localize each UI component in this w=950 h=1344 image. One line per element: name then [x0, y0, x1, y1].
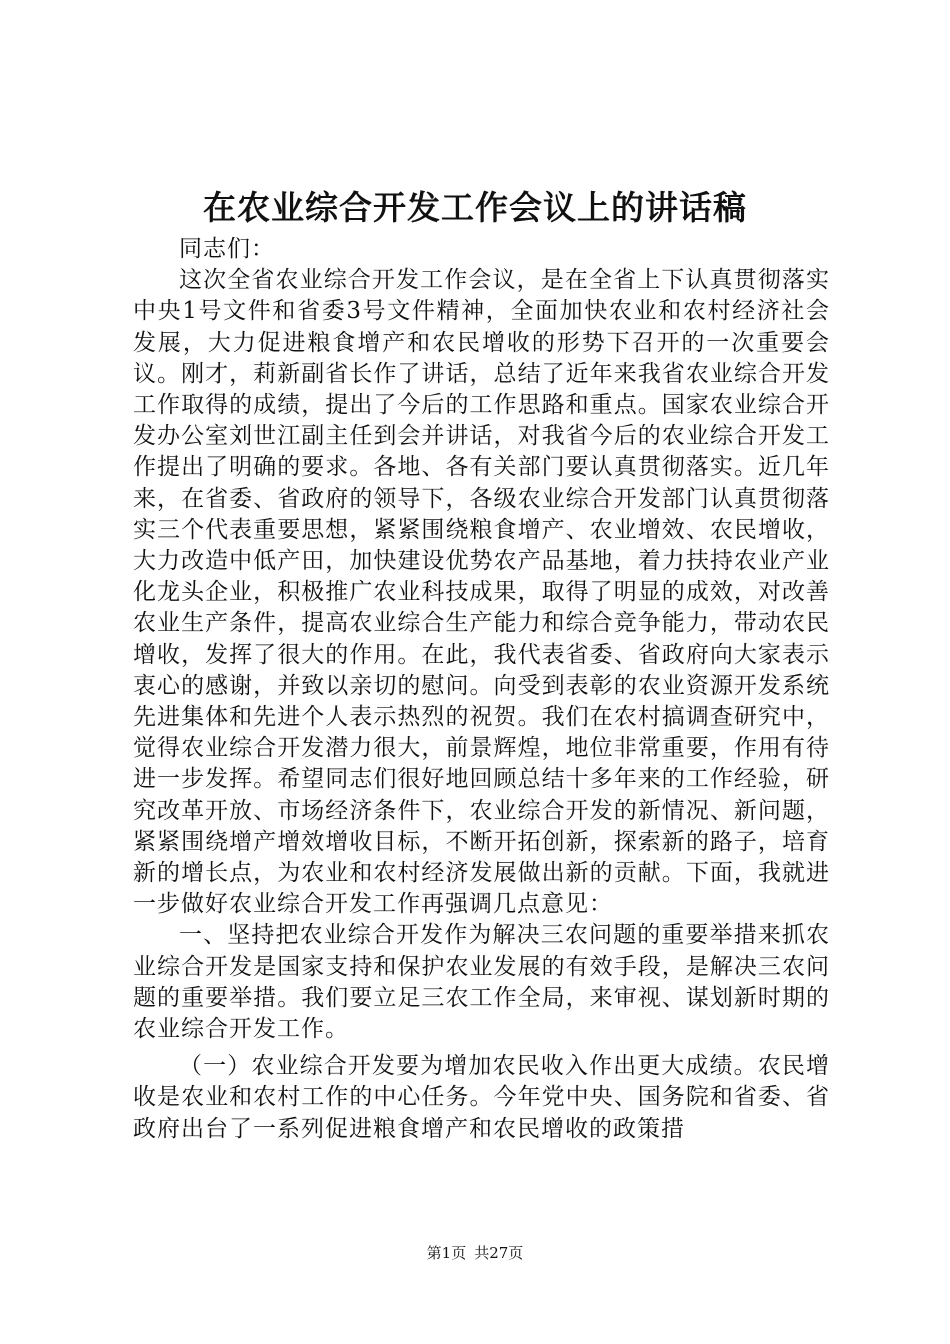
paragraph-section-one: 一、坚持把农业综合开发作为解决三农问题的重要举措来抓农业综合开发是国家支持和保护农业发展的有效手段，是解决三农问题的重要举措。我们要立足三农工作全局，来审视、谋划新时期的农业综合开发工作。 [133, 922, 830, 1043]
page-number: 第1页 [426, 1244, 467, 1262]
page-total: 共27页 [474, 1244, 524, 1262]
paragraph-subsection-one: （一）农业综合开发要为增加农民收入作出更大成绩。农民增收是农业和农村工作的中心任务。今年党中央、国务院和省委、省政府出台了一系列促进粮食增产和农民增收的政策措 [133, 1053, 830, 1142]
document-body [133, 234, 830, 1145]
paragraph-intro: 这次全省农业综合开发工作会议，是在全省上下认真贯彻落实中央1号文件和省委3号文件精神，全面加快农业和农村经济社会发展，大力促进粮食增产和农民增收的形势下召开的一次重要会议。刚才，莉新副省长作了讲话，总结了近年来我省农业综合开发工作取得的成绩，提出了今后的工作思路和重点。国家农业综合开发办公室刘世江副主任到会并讲话，对我省今后的农业综合开发工作提出了明确的要求。各地、各有关部门要认真贯彻落实。近几年来，在省委、省政府的领导下，各级农业综合开发部门认真贯彻落实三个代表重要思想，紧紧围绕粮食增产、农业增效、农民增收，大力改造中低产田，加快建设优势农产品基地，着力扶持农业产业化龙头企业，积极推广农业科技成果，取得了明显的成效，对改善农业生产条件，提高农业综合生产能力和综合竞争能力，带动农民增收，发挥了很大的作用。在此，我代表省委、省政府向大家表示衷心的感谢，并致以亲切的慰问。向受到表彰的农业资源开发系统先进集体和先进个人表示热烈的祝贺。我们在农村搞调查研究中，觉得农业综合开发潜力很大，前景辉煌，地位非常重要，作用有待进一步发挥。希望同志们很好地回顾总结十多年来的工作经验，研究改革开放、市场经济条件下，农业综合开发的新情况、新问题，紧紧围绕增产增效增收目标，不断开拓创新，探索新的路子，培育新的增长点，为农业和农村经济发展做出新的贡献。下面，我就进一步做好农业综合开发工作再强调几点意见： [133, 267, 830, 918]
document-title: 在农业综合开发工作会议上的讲话稿 [203, 188, 747, 227]
salutation: 同志们： [179, 236, 275, 262]
page-footer [0, 1243, 950, 1263]
